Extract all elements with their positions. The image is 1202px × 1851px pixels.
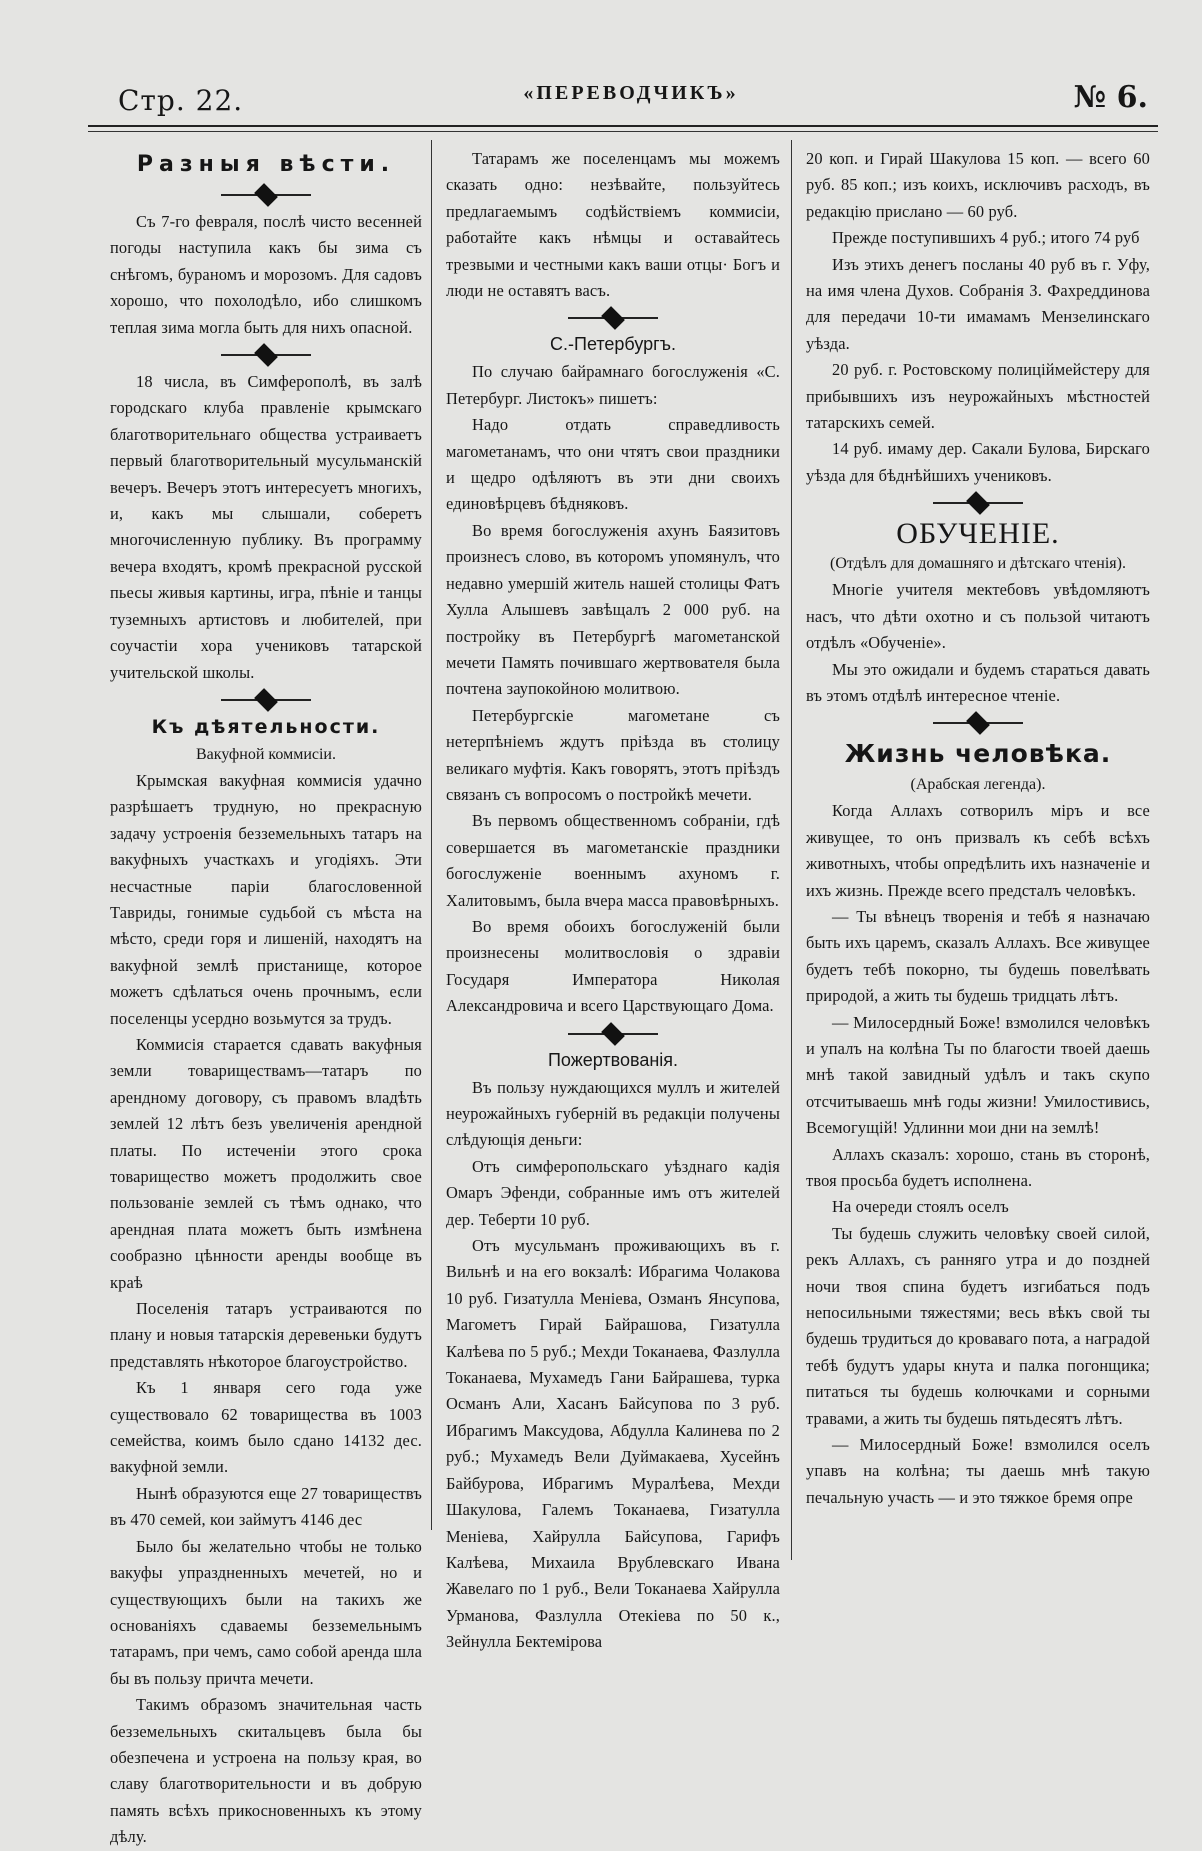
diamond-ornament-icon	[966, 711, 990, 735]
article-paragraph: Во время обоихъ богослуженій были произнесены молитвословія о здравіи Государя Императора Николая Александровича и всего Царствующаго Дома.	[446, 916, 780, 1016]
diamond-ornament-icon	[254, 343, 278, 367]
article-paragraph: Къ 1 января сего года уже существовало 62 товарищества въ 1003 семейства, коимъ было сдано 14132 дес. вакуфной земли.	[110, 1378, 422, 1477]
column-left	[110, 146, 422, 1851]
article-paragraph: Съ 7-го февраля, послѣ чисто весенней погоды наступила какъ бы зима съ снѣгомъ, бураномъ и морозомъ. Для садовъ хорошо, что похолодѣло, ибо слишкомъ теплая зима могла быть для нихъ опасной.	[110, 212, 422, 337]
article-paragraph: По случаю байрамнаго богослуженія «С. Петербург. Листокъ» пишетъ:	[446, 362, 780, 408]
article-paragraph: 18 числа, въ Симферополѣ, въ залѣ городскаго клуба правленіе крымскаго благотворительнаго общества устраиваетъ первый благотворительный мусульманскій вечеръ. Вечеръ этотъ интересуетъ многихъ, и, какъ мы слышали, соберетъ многочисленную публику. Въ программу вечера входятъ, кромѣ прекрасной русской пьесы живыя картины, игра, пѣніе и танцы туземныхъ артистовъ и любителей, при соучастіи хора учениковъ татарской учительской школы.	[110, 372, 422, 682]
diamond-ornament-icon	[601, 307, 625, 331]
article-paragraph: Такимъ образомъ значительная часть безземельныхъ скитальцевъ была бы обезпечена и устроена на пользу края, во славу благотворительности и въ добрую память всѣхъ прикосновенныхъ къ этому дѣлу.	[110, 1695, 422, 1847]
article-paragraph: — Ты вѣнецъ творенія и тебѣ я назначаю быть ихъ царемъ, сказалъ Аллахъ. Все живущее будетъ тебѣ покорно, ты будешь повелѣвать природой, а жить ты будешь тридцать лѣтъ.	[806, 906, 1150, 1006]
article-paragraph: Нынѣ образуются еще 27 товариществъ въ 470 семей, кои займутъ 4146 дес	[110, 1483, 422, 1530]
section-heading: ОБУЧЕНІЕ.	[896, 517, 1060, 551]
article-paragraph: Поселенія татаръ устраиваются по плану и новыя татарскія деревеньки будутъ представлять нѣкоторое благоустройство.	[110, 1299, 422, 1371]
article-paragraph: — Милосердный Боже! взмолился человѣкъ и упалъ на колѣна Ты по благости твоей даешь мнѣ такой завидный удѣлъ и такъ скупо отсчитываешь мнѣ годы жизни! Умилостивись, Всемогущій! Удлинни мои дни на землѣ!	[806, 1012, 1150, 1138]
page-header	[108, 78, 1154, 122]
ornament-divider	[446, 1020, 780, 1048]
article-paragraph: На очереди стоялъ оселъ	[832, 1197, 1009, 1217]
ornament-divider	[110, 686, 422, 714]
page-number: Стр. 22.	[118, 84, 244, 117]
column-divider	[431, 140, 432, 1530]
section-subheading: Вакуфной коммисіи.	[196, 745, 336, 763]
header-rule	[88, 125, 1158, 127]
section-subheading: (Арабская легенда).	[910, 776, 1046, 794]
article-paragraph: 20 коп. и Гирай Шакулова 15 коп. — всего 60 руб. 85 коп.; изъ коихъ, исключивъ расходъ, въ редакцію прислано — 60 руб.	[806, 149, 1150, 221]
column-middle	[446, 146, 780, 1656]
article-paragraph: Надо отдать справедливость магометанамъ, что они чтятъ свои праздники и щедро одѣляютъ въ эти дни своихъ единовѣрцевъ бѣдняковъ.	[446, 415, 780, 514]
ornament-divider	[806, 709, 1150, 737]
section-heading: Пожертвованія.	[547, 1049, 679, 1070]
article-paragraph: Мы это ожидали и будемъ стараться давать въ этомъ отдѣлѣ интересное чтеніе.	[806, 659, 1150, 705]
article-paragraph: Ты будешь служить человѣку своей силой, рекъ Аллахъ, съ ранняго утра и до поздней ночи твоя спина будетъ изгибаться подъ непосильными тяжестями; весь вѣкъ свой ты будешь трудиться до кроваваго пота, а наградой тебѣ будутъ удары кнута и палка погонщика; питаться ты будешь колючками и сорными травами, а жить ты будешь пятьдесятъ лѣтъ.	[806, 1223, 1150, 1428]
article-paragraph: Было бы желательно чтобы не только вакуфы упраздненныхъ мечетей, но и существующихъ были на такихъ же основаніяхъ сдаваемы безземельнымъ татарамъ, при чемъ, само собой аренда шла бы въ пользу причта мечети.	[110, 1536, 422, 1688]
article-paragraph: Во время богослуженія ахунъ Баязитовъ произнесъ слово, въ которомъ упомянулъ, что недавно умершій житель нашей столицы Фатъ Хулла Алышевъ завѣщалъ 2 000 руб. на постройку въ Петербургѣ магометанской мечети Память почившаго жертвователя была почтена заупокойною молитвою.	[446, 520, 780, 699]
diamond-ornament-icon	[966, 491, 990, 515]
article-paragraph: Аллахъ сказалъ: хорошо, стань въ сторонѣ, твоя просьба будетъ исполнена.	[806, 1144, 1150, 1190]
article-paragraph: Въ пользу нуждающихся муллъ и жителей неурожайныхъ губерній въ редакціи получены слѣдующія деньги:	[446, 1077, 780, 1150]
article-paragraph: Крымская вакуфная коммисія удачно разрѣшаетъ трудную, но прекрасную задачу устроенія безземельныхъ татаръ на вакуфныхъ участкахъ и угодіяхъ. Эти несчастные паріи благословенной Тавриды, гонимые судьбой съ мѣста на мѣсто, среди горя и лишеній, находятъ на вакуфной землѣ пристанище, которое можетъ сдѣлаться очень прочнымъ, если поселенцы усердно возьмутся за трудъ.	[110, 770, 422, 1028]
ornament-divider	[446, 304, 780, 332]
article-paragraph: Прежде поступившихъ 4 руб.; итого 74 руб	[832, 228, 1140, 248]
section-heading: С.-Петербургъ.	[550, 334, 676, 355]
article-paragraph: 14 руб. имаму дер. Сакали Булова, Бирскаго уѣзда для бѣднѣйшихъ учениковъ.	[806, 439, 1150, 485]
ornament-divider	[806, 489, 1150, 517]
article-paragraph: Когда Аллахъ сотворилъ міръ и все живущее, то онъ призвалъ къ себѣ всѣхъ животныхъ, чтобы опредѣлить ихъ назначеніе и ихъ жизнь. Прежде всего предсталъ человѣкъ.	[806, 801, 1150, 900]
article-paragraph: Татарамъ же поселенцамъ мы можемъ сказать одно: незѣвайте, пользуйтесь предлагаемымъ содѣйствіемъ коммисіи, работайте какъ нѣмцы и оставайтесь трезвыми и честными какъ ваши отцы· Богъ и люди не оставятъ васъ.	[446, 149, 780, 301]
article-paragraph: Въ первомъ общественномъ собраніи, гдѣ совершается въ магометанскіе праздники богослуженіе военнымъ ахуномъ г. Халитовымъ, была вчера масса правовѣрныхъ.	[446, 811, 780, 910]
header-rule-thin	[88, 131, 1158, 132]
column-divider	[791, 140, 792, 1560]
diamond-ornament-icon	[601, 1022, 625, 1046]
article-paragraph: Коммисія старается сдавать вакуфныя земли товариществамъ—татаръ по арендному договору, съ правомъ владѣть землей 12 лѣтъ безъ увеличенія арендной платы. По истеченіи этого срока товарищество можетъ продолжить свое пользованіе землей съ тѣмъ однако, что арендная плата можетъ быть измѣнена сообразно цѣнности аренды вообще въ краѣ	[110, 1034, 422, 1292]
article-paragraph: Многіе учителя мектебовъ увѣдомляютъ насъ, что дѣти охотно и съ пользой читаютъ отдѣлъ «Обученіе».	[806, 580, 1150, 653]
article-paragraph: Изъ этихъ денегъ посланы 40 руб въ г. Уфу, на имя члена Духов. Собранія З. Фахреддинова для передачи 10-ти имамамъ Мензелинскаго уѣзда.	[806, 254, 1150, 353]
section-heading: Жизнь человѣка.	[844, 739, 1112, 769]
section-subheading: (Отдѣлъ для домашняго и дѣтскаго чтенія).	[830, 555, 1126, 573]
issue-number: № 6.	[1073, 80, 1148, 115]
article-paragraph: — Милосердный Боже! взмолился оселъ упавъ на колѣна; ты даешь мнѣ такую печальную участь — и это тяжкое бремя опре	[806, 1435, 1150, 1507]
column-right	[806, 146, 1150, 1511]
newspaper-title: «ПЕРЕВОДЧИКЪ»	[523, 82, 739, 104]
article-paragraph: Петербургскіе магометане съ нетерпѣніемъ ждутъ пріѣзда въ столицу великаго муфтія. Какъ говорятъ, этотъ пріѣздъ связанъ съ вопросомъ о постройкѣ мечети.	[446, 705, 780, 804]
diamond-ornament-icon	[254, 183, 278, 207]
article-paragraph: Отъ симферопольскаго уѣзднаго кадія Омаръ Эфенди, собранные имъ отъ жителей дер. Теберти 10 руб.	[446, 1156, 780, 1229]
ornament-divider	[110, 341, 422, 369]
ornament-divider	[110, 181, 422, 209]
article-paragraph: Отъ мусульманъ проживающихъ въ г. Вильнѣ и на его вокзалѣ: Ибрагима Чолакова 10 руб. Гизатулла Меніева, Озманъ Янсупова, Магометъ Гирай Байрашова, Гизатулла Калѣева по 5 руб.; Мехди Токанаева, Фазлулла Токанаева, Мухамедъ Гани Байрашева, турка Османъ Али, Хасанъ Байсупова по 3 руб. Ибрагимъ Максудова, Абдулла Калинева по 2 руб.; Мухамедъ Вели Дуймакаева, Хусейнъ Байбурова, Ибрагимъ Муралѣева, Мехди Шакулова, Галемъ Токанаева, Гизатулла Меніева, Хайрулла Байсупова, Гарифъ Калѣева, Михаила Врублевскаго Ивана Жавелаго по 1 руб., Вели Токанаева Хайрулла Урманова, Фазлулла Отекіева по 50 к., Зейнулла Бектемірова	[446, 1236, 780, 1652]
section-heading: Къ дѣятельности.	[151, 715, 381, 738]
article-paragraph: 20 руб. г. Ростовскому полиціймейстеру для прибывшихъ изъ неурожайныхъ мѣстностей татарскихъ семей.	[806, 360, 1150, 433]
diamond-ornament-icon	[254, 688, 278, 712]
section-heading: Разныя вѣсти.	[136, 152, 396, 177]
